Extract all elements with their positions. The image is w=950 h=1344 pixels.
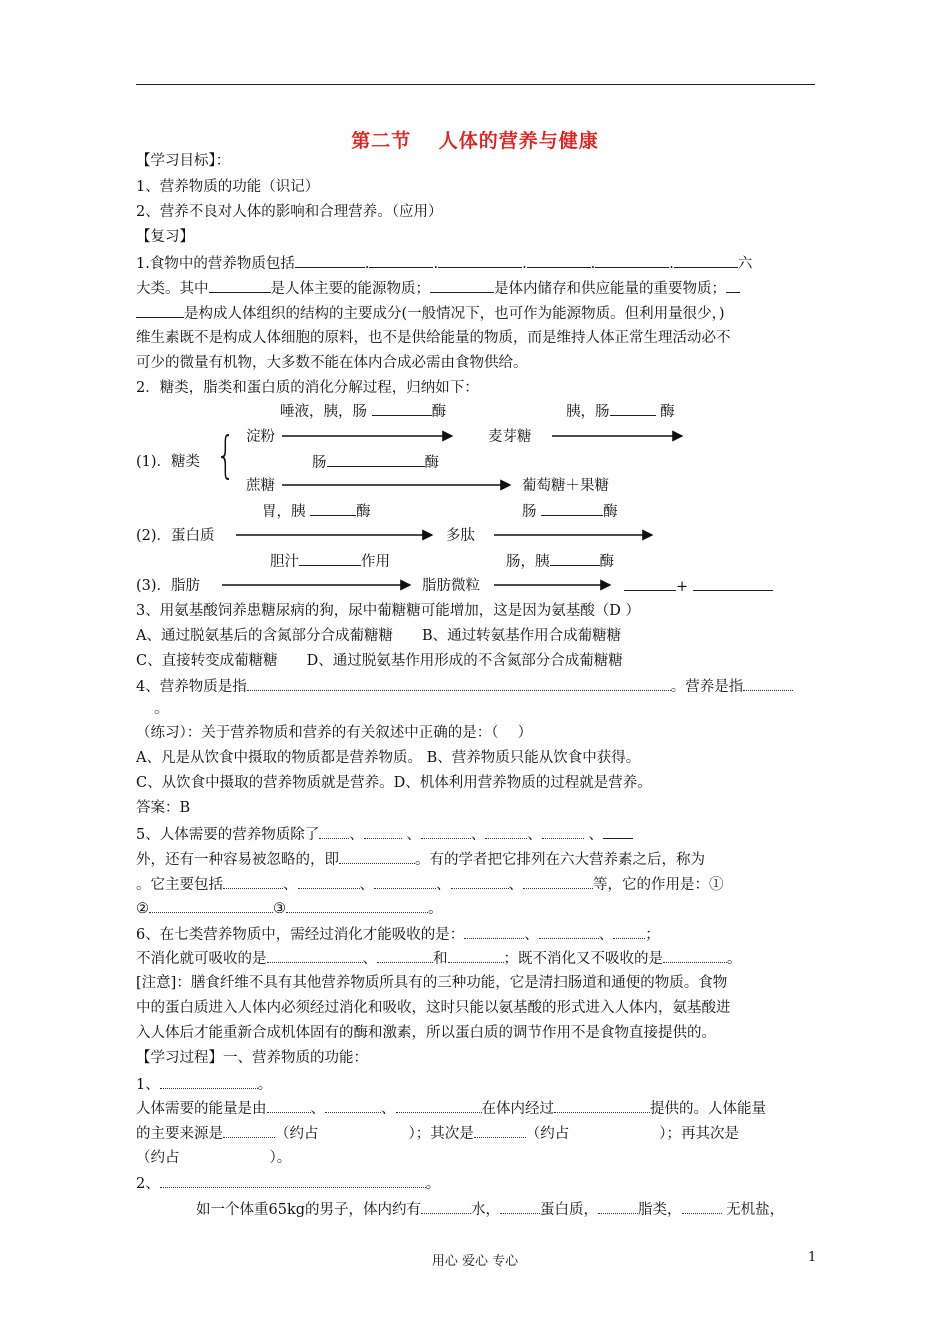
digestion-arrows	[0, 0, 950, 620]
sucrose-label: 蔗糖	[246, 478, 275, 494]
blank[interactable]	[485, 825, 527, 839]
blank[interactable]	[464, 925, 524, 939]
enzyme-sucrase: 肠 酶	[312, 455, 439, 471]
process-energy-line: 人体需要的能量是由 、 、 在体内经过 提供的。人体能量	[136, 1101, 766, 1117]
process-item-2: 2、 。	[136, 1176, 441, 1192]
blank[interactable]	[325, 1099, 381, 1113]
blank[interactable]	[160, 1075, 258, 1089]
blank[interactable]	[374, 875, 436, 889]
blank[interactable]	[523, 875, 593, 889]
process-main-source-line: 的主要来源是 （约占 ）；其次是 （约占 ）；再其次是	[136, 1126, 739, 1142]
blank[interactable]	[743, 677, 793, 691]
q1-line-2: 大类。其中 是人体主要的能源物质； 是体内储存和供应能量的重要物质；	[136, 279, 740, 298]
review-header: 【复习】	[136, 229, 194, 245]
note-line-3: 入人体后才能重新合成机体固有的酶和激素，所以蛋白质的调节作用不是食物直接提供的。	[136, 1025, 716, 1041]
q1-line-3: 是构成人体组织的结构的主要成分(一般情况下，也可作为能源物质。但利用量很少，)	[136, 304, 725, 323]
blank[interactable]	[160, 1174, 426, 1188]
enzyme-peptidase: 肠 酶	[522, 504, 618, 520]
q3-options-cd: C、直接转变成葡糖糖 D、通过脱氨基作用形成的不含氮部分合成葡糖糖	[136, 653, 623, 669]
blank[interactable]	[149, 899, 273, 913]
practice-stem: （练习）：关于营养物质和营养的有关叙述中正确的是：（ ）	[136, 725, 533, 741]
blank[interactable]	[598, 1200, 638, 1214]
enzyme-lipase: 肠，胰 酶	[506, 554, 614, 570]
enzyme-maltase: 胰，肠 酶	[566, 404, 675, 420]
blank[interactable]	[603, 825, 633, 839]
q5-line-4: ② ③ 。	[136, 901, 443, 917]
blank[interactable]	[421, 825, 471, 839]
q5-line-3: 。它主要包括 、 、 、 、 等，它的作用是：①	[136, 877, 724, 893]
goal-2: 2、营养不良对人体的影响和合理营养。（应用）	[136, 204, 443, 220]
practice-ab: A、凡是从饮食中摄取的物质都是营养物质。 B、营养物质只能从饮食中获得。	[136, 750, 641, 766]
blank[interactable]	[539, 925, 599, 939]
note-line-2: 中的蛋白质进入人体内必须经过消化和吸收，这时只能以氨基酸的形式进入人体内，氨基酸进	[136, 1000, 731, 1016]
process-header: 【学习过程】一、营养物质的功能：	[136, 1050, 368, 1066]
blank[interactable]	[448, 949, 504, 963]
q6-line-1: 6、在七类营养物质中，需经过消化才能吸收的是： 、 、 ；	[136, 927, 660, 943]
q4-line-1: 4、营养物质是指 。营养是指	[136, 677, 793, 696]
q2-intro: 2．糖类，脂类和蛋白质的消化分解过程，归纳如下：	[136, 380, 479, 396]
blank[interactable]	[613, 925, 645, 939]
carb-label: (1)．糖类	[136, 454, 201, 470]
process-third-line: （约占 ）。	[136, 1150, 292, 1166]
fat-products: +	[624, 577, 773, 596]
blank[interactable]	[223, 875, 283, 889]
blank[interactable]	[554, 1099, 650, 1113]
fat-droplet-label: 脂肪微粒	[422, 578, 480, 594]
blank[interactable]	[267, 949, 363, 963]
enzyme-saliva: 唾液，胰，肠 酶	[280, 404, 447, 420]
maltose-label: 麦芽糖	[488, 429, 532, 445]
protein-label: (2)．蛋白质	[136, 528, 215, 544]
practice-answer: 答案：B	[136, 800, 191, 816]
process-item-1: 1、 。	[136, 1077, 273, 1093]
page-title: 第二节 人体的营养与健康	[351, 130, 599, 152]
blank[interactable]	[474, 1124, 526, 1138]
enzyme-pepsin: 胃，胰 酶	[262, 504, 371, 520]
note-line-1: [注意]：膳食纤维不具有其他营养物质所具有的三种功能，它是清扫肠道和通便的物质。食物	[136, 975, 728, 991]
process-body-composition: 如一个体重65kg的男子，体内约有 水， 蛋白质， 脂类， 无机盐，	[196, 1202, 785, 1218]
blank[interactable]	[377, 949, 433, 963]
starch-label: 淀粉	[246, 429, 275, 445]
q5-line-1: 5、人体需要的营养物质除了 、 、 、 、 、	[136, 825, 633, 844]
blank[interactable]	[663, 949, 727, 963]
blank[interactable]	[542, 825, 584, 839]
q6-line-2: 不消化就可吸收的是 、 和 ；既不消化又不吸收的是 。	[136, 951, 742, 967]
brace-icon: {	[216, 426, 236, 484]
blank[interactable]	[421, 1200, 471, 1214]
goals-header: 【学习目标】：	[136, 153, 231, 169]
practice-cd: C、从饮食中摄取的营养物质就是营养。D、机体利用营养物质的过程就是营养。	[136, 775, 652, 791]
fat-label: (3)．脂肪	[136, 578, 201, 594]
blank[interactable]	[396, 1099, 482, 1113]
blank[interactable]	[364, 825, 402, 839]
q4-line-2: 。	[154, 701, 169, 717]
blank[interactable]	[286, 899, 428, 913]
q3-stem: 3、用氨基酸饲养患糖尿病的狗，尿中葡糖糖可能增加，这是因为氨基酸（D ）	[136, 603, 640, 619]
blank[interactable]	[223, 1124, 275, 1138]
page-number: 1	[808, 1250, 817, 1265]
blank[interactable]	[247, 677, 671, 691]
blank[interactable]	[267, 1099, 311, 1113]
page-footer: 用心 爱心 专心	[431, 1254, 519, 1269]
bile-label: 胆汁 作用	[270, 554, 390, 570]
blank[interactable]	[298, 875, 360, 889]
blank[interactable]	[319, 825, 349, 839]
blank[interactable]	[682, 1200, 722, 1214]
blank[interactable]	[451, 875, 509, 889]
q1-line-1: 1.食物中的营养物质包括 . . . . . 六	[136, 256, 753, 272]
q5-line-2: 外，还有一种容易被忽略的，即 。有的学者把它排列在六大营养素之后，称为	[136, 852, 705, 868]
blank[interactable]	[339, 850, 415, 864]
goal-1: 1、营养物质的功能（识记）	[136, 179, 320, 195]
polypeptide-label: 多肽	[446, 528, 475, 544]
glucose-fructose-label: 葡萄糖＋果糖	[522, 478, 609, 494]
q1-line-5: 可少的微量有机物，大多数不能在体内合成必需由食物供给。	[136, 355, 528, 371]
blank[interactable]	[500, 1200, 540, 1214]
q1-line-4: 维生素既不是构成人体细胞的原料，也不是供给能量的物质，而是维持人体正常生理活动必不	[136, 330, 731, 346]
q3-options-ab: A、通过脱氨基后的含氮部分合成葡糖糖 B、通过转氨基作用合成葡糖糖	[136, 628, 622, 644]
